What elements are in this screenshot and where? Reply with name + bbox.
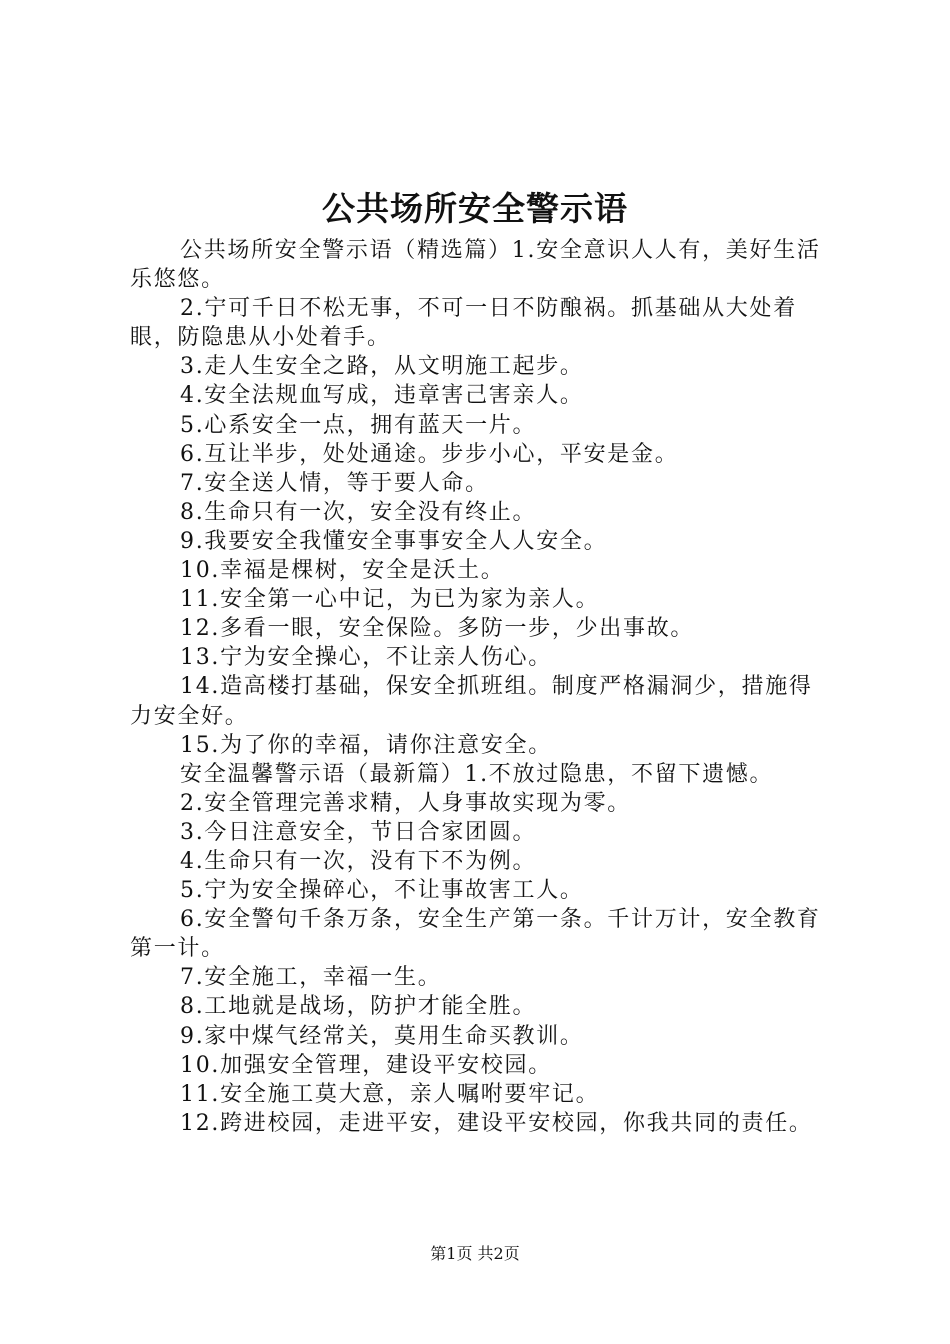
paragraph: 5.宁为安全操碎心，不让事故害工人。 bbox=[180, 878, 584, 904]
paragraph: 12.多看一眼，安全保险。多防一步，少出事故。 bbox=[180, 616, 695, 642]
paragraph: 2.宁可千日不松无事，不可一日不防酿祸。抓基础从大处着眼，防隐患从小处着手。 bbox=[130, 296, 797, 351]
paragraph: 8.工地就是战场，防护才能全胜。 bbox=[180, 994, 537, 1020]
paragraph: 10.幸福是棵树，安全是沃土。 bbox=[180, 558, 505, 584]
paragraph: 安全温馨警示语（最新篇）1.不放过隐患，不留下遗憾。 bbox=[180, 761, 774, 787]
paragraph: 3.今日注意安全，节日合家团圆。 bbox=[180, 819, 537, 845]
paragraph: 14.造高楼打基础，保安全抓班组。制度严格漏洞少，措施得力安全好。 bbox=[130, 674, 813, 729]
paragraph: 11.安全施工莫大意，亲人嘱咐要牢记。 bbox=[180, 1081, 600, 1107]
paragraph: 2.安全管理完善求精，人身事故实现为零。 bbox=[180, 790, 631, 816]
paragraph: 11.安全第一心中记，为已为家为亲人。 bbox=[180, 587, 600, 613]
paragraph: 6.互让半步，处处通途。步步小心，平安是金。 bbox=[180, 441, 679, 467]
paragraph: 8.生命只有一次，安全没有终止。 bbox=[180, 499, 537, 525]
paragraph: 7.安全送人情，等于要人命。 bbox=[180, 470, 489, 496]
page-number-footer: 第1页 共2页 bbox=[430, 1244, 520, 1263]
paragraph: 4.安全法规血写成，违章害己害亲人。 bbox=[180, 383, 584, 409]
document-body bbox=[130, 236, 835, 1138]
paragraph: 9.家中煤气经常关，莫用生命买教训。 bbox=[180, 1023, 584, 1049]
paragraph: 3.走人生安全之路，从文明施工起步。 bbox=[180, 354, 584, 380]
document-title: 公共场所安全警示语 bbox=[322, 189, 628, 228]
paragraph: 4.生命只有一次，没有下不为例。 bbox=[180, 848, 537, 874]
paragraph: 10.加强安全管理，建设平安校园。 bbox=[180, 1052, 552, 1078]
paragraph: 6.安全警句千条万条，安全生产第一条。千计万计，安全教育第一计。 bbox=[130, 907, 821, 962]
paragraph: 9.我要安全我懂安全事事安全人人安全。 bbox=[180, 528, 608, 554]
paragraph: 15.为了你的幸福，请你注意安全。 bbox=[180, 732, 552, 758]
paragraph: 7.安全施工，幸福一生。 bbox=[180, 965, 442, 991]
paragraph: 5.心系安全一点，拥有蓝天一片。 bbox=[180, 412, 537, 438]
paragraph: 13.宁为安全操心，不让亲人伤心。 bbox=[180, 645, 552, 671]
paragraph: 12.跨进校园，走进平安，建设平安校园，你我共同的责任。 bbox=[180, 1110, 813, 1136]
paragraph: 公共场所安全警示语（精选篇）1.安全意识人人有，美好生活乐悠悠。 bbox=[130, 238, 821, 293]
